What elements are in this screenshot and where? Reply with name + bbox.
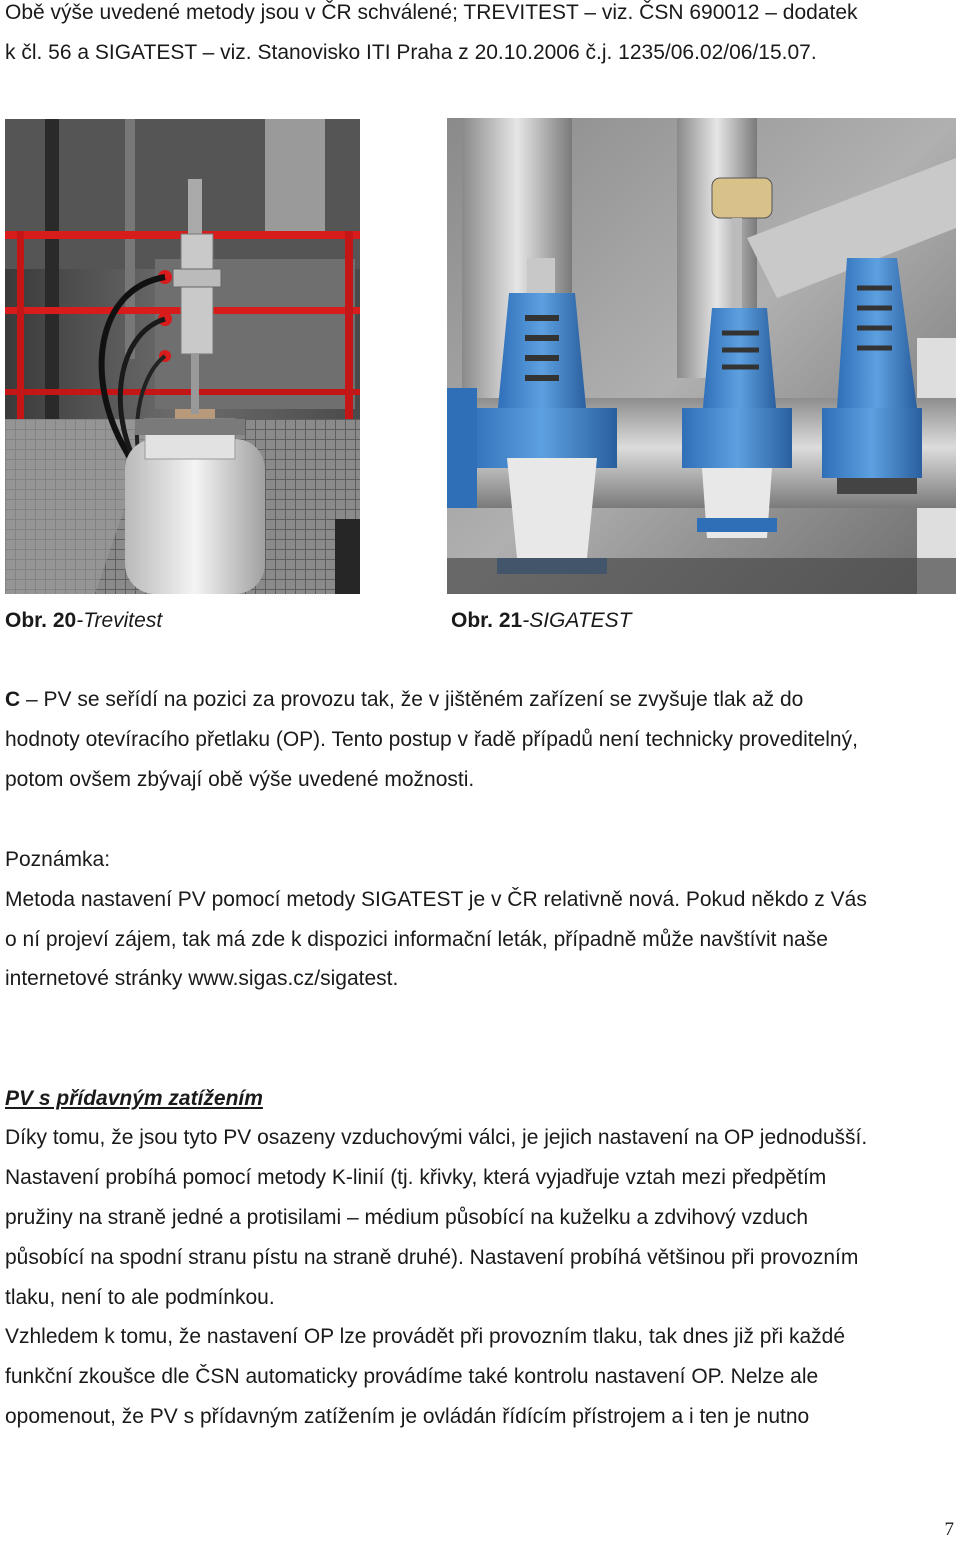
note-line-3: internetové stránky www.sigas.cz/sigatest. [5,967,399,990]
pv-line-3: pružiny na straně jedné a protisilami – médium působící na kuželku a zdvihový vzduch [5,1206,809,1229]
figure-label-left: Obr. 20 [5,609,77,632]
sigatest-photo [447,118,956,594]
pv-line-6: Vzhledem k tomu, že nastavení OP lze provádět při provozním tlaku, tak dnes již při každé [5,1325,846,1348]
note-line-2: o ní projeví zájem, tak má zde k dispozici informační leták, případně může navštívit naše [5,928,828,951]
section-c-line-1 [5,688,803,712]
note-title: Poznámka: [5,848,111,871]
pv-line-8: opomenout, že PV s přídavným zatížením je ovládán řídícím přístrojem a i ten je nutno [5,1405,810,1428]
section-c-line-2: hodnoty otevíracího přetlaku (OP). Tento postup v řadě případů není technicky proveditelný, [5,728,858,751]
pv-line-4: působící na spodní stranu pístu na straně druhé). Nastavení probíhá většinou při provozním [5,1246,859,1269]
section-c-letter: C [5,688,21,711]
section-heading: PV s přídavným zatížením [5,1087,263,1110]
trevitest-photo [5,119,360,594]
figure-name-left: -Trevitest [76,609,163,632]
section-c-text-1: – PV se seřídí na pozici za provozu tak, že v jištěném zařízení se zvyšuje tlak až do [20,688,804,711]
intro-line-2: k čl. 56 a SIGATEST – viz. Stanovisko ITI Praha z 20.10.2006 č.j. 1235/06.02/06/15.07. [5,41,817,64]
note-line-1: Metoda nastavení PV pomocí metody SIGATEST je v ČR relativně nová. Pokud někdo z Vás [5,888,867,911]
section-c-line-3: potom ovšem zbývají obě výše uvedené možnosti. [5,768,475,791]
pv-line-2: Nastavení probíhá pomocí metody K-linií (tj. křivky, která vyjadřuje vztah mezi předpětím [5,1166,827,1189]
pv-line-5: tlaku, není to ale podmínkou. [5,1286,275,1309]
figure-label-right: Obr. 21 [451,609,523,632]
figure-caption-left [5,609,162,633]
figure-name-right: -SIGATEST [522,609,632,632]
pv-line-1: Díky tomu, že jsou tyto PV osazeny vzduchovými válci, je jejich nastavení na OP jednodušší. [5,1126,868,1149]
page-number: 7 [944,1519,954,1540]
pv-line-7: funkční zkoušce dle ČSN automaticky provádíme také kontrolu nastavení OP. Nelze ale [5,1365,819,1388]
intro-line-1: Obě výše uvedené metody jsou v ČR schválené; TREVITEST – viz. ČSN 690012 – dodatek [5,1,858,24]
figure-caption-right [451,609,632,633]
